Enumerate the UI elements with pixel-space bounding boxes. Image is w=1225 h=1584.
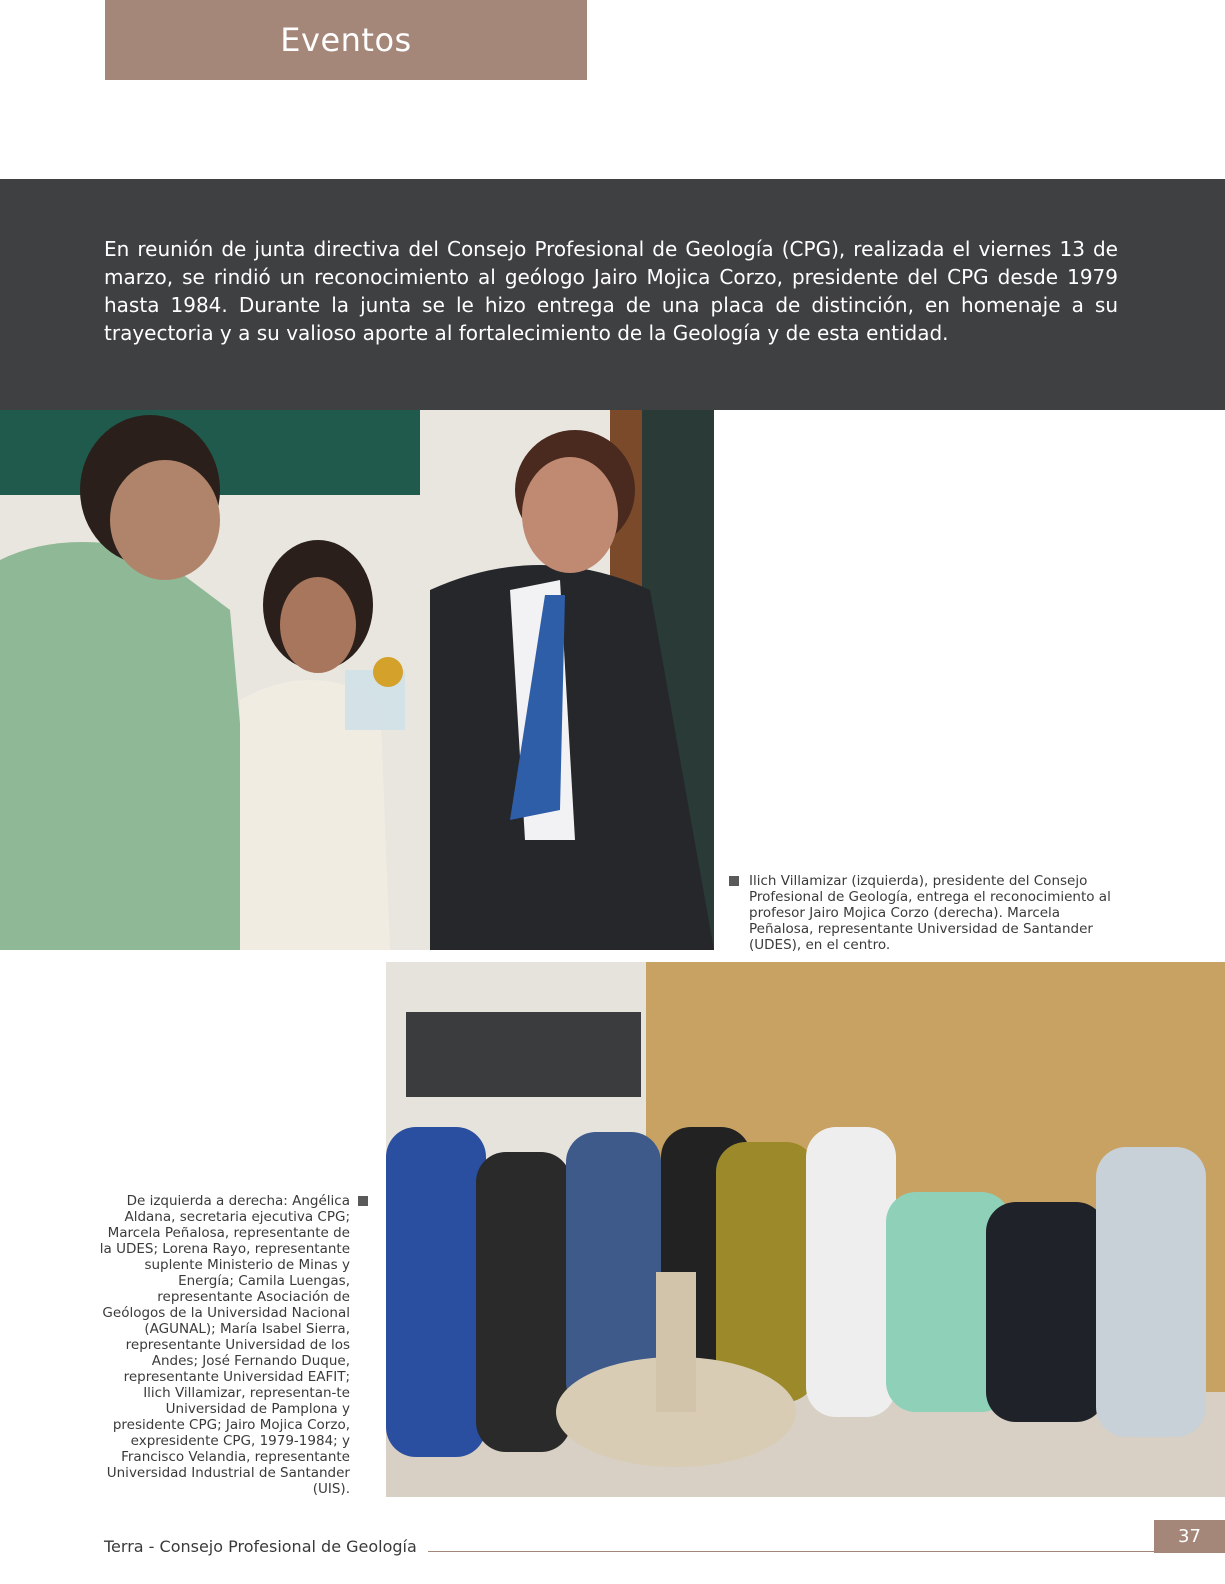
section-title: Eventos [105,0,587,80]
footer-rule [428,1551,1154,1552]
caption-bullet [729,876,739,886]
photo-caption-group: De izquierda a derecha: Angélica Aldana, secretaria ejecutiva CPG; Marcela Peñalosa, representante de la UDES; Lorena Rayo, representante suplente Ministerio de Minas y Energía; Camila Luengas, representante Asociación de Geólogos de la Universidad Nacional (AGUNAL); María Isabel Sierra, representante Universidad de los Andes; José Fernando Duque, representante Universidad EAFIT; Ilich Villamizar, representan-te Universidad de Pamplona y presidente CPG; Jairo Mojica Corzo, expresidente CPG, 1979-1984; y Francisco Velandia, representante Universidad Industrial de Santander (UIS). [99,1193,350,1497]
group-photo [386,962,1225,1497]
page-number: 37 [1154,1520,1225,1553]
intro-paragraph: En reunión de junta directiva del Consejo Profesional de Geología (CPG), realizada el viernes 13 de marzo, se rindió un reconocimiento al geólogo Jairo Mojica Corzo, presidente del CPG desde 1979 hasta 1984. Durante la junta se le hizo entrega de una placa de distinción, en homenaje a su trayectoria y a su valioso aporte al fortalecimiento de la Geología y de esta entidad. [104,237,1118,345]
caption-bullet [358,1196,368,1206]
photo-caption-award: Ilich Villamizar (izquierda), presidente del Consejo Profesional de Geología, entrega el reconocimiento al profesor Jairo Mojica Corzo (derecha). Marcela Peñalosa, representante Universidad de Santander (UDES), en el centro. [749,873,1111,953]
award-ceremony-photo [0,410,714,950]
footer-publication: Terra - Consejo Profesional de Geología [104,1537,417,1556]
